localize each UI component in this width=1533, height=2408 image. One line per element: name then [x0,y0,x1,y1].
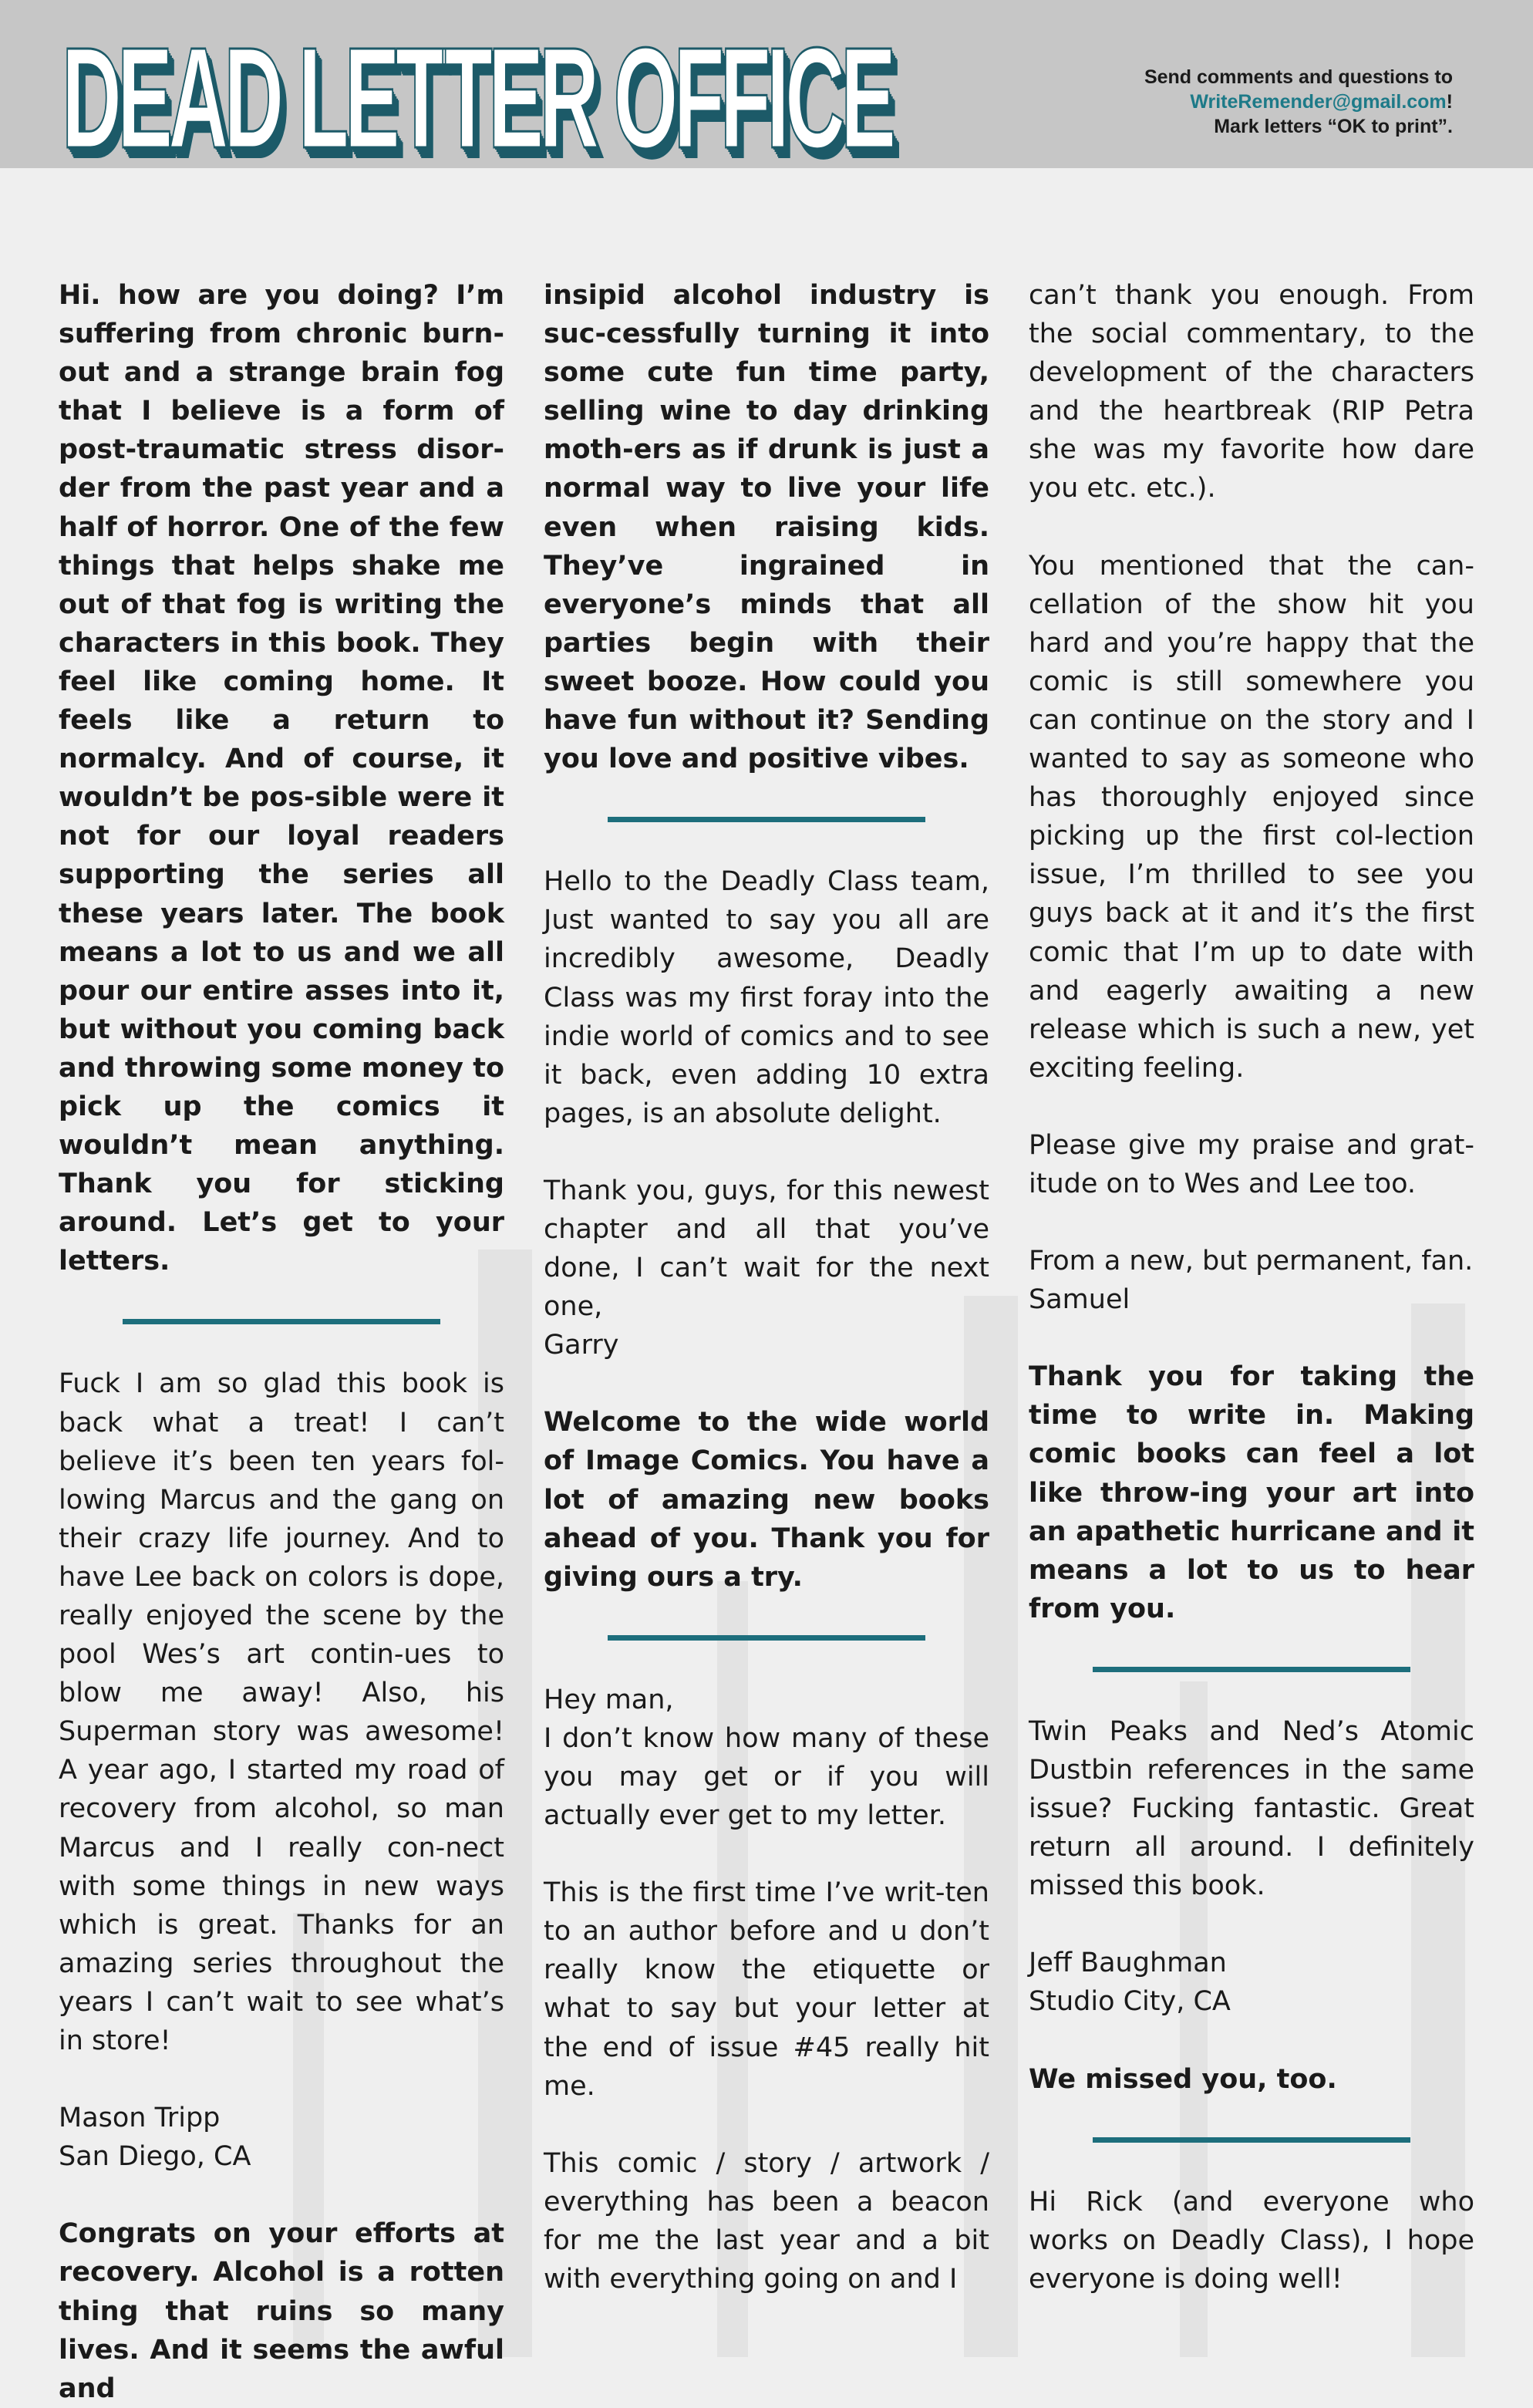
letter-greeting: Hey man, [544,1684,674,1715]
letter-body: Please give my praise and grat-itude on to Wes and Lee too. [1029,1129,1474,1199]
letter-signoff: From a new, but permanent, fan. [1029,1246,1474,1277]
letter-signature: Jeff Baughman [1029,1948,1227,1979]
editor-intro: Hi. how are you doing? I’m suffering from chronic burn-out and a strange brain fog that I believe is a form of post-traumatic stress disor-der from the past year and a half of horror. One of the few things that helps shake me out of that fog is writing the characters in this book. They feel like coming home. It feels like a return to normalcy. And of course, it wouldn’t be pos-sible were it not for our loyal readers supporting the series all these years later. The book means a lot to us and we all pour our entire asses into it, but without you coming back and throwing some money to pick up the comics it wouldn’t mean anything. Thank you for sticking around. Let’s get to your letters. [59,280,504,1277]
section-divider [1093,2137,1410,2143]
editor-reply: We missed you, too. [1029,2063,1337,2095]
contact-email-link[interactable]: WriteRemender@gmail.com [1190,91,1447,113]
contact-line: Mark letters “OK to print”. [1214,116,1453,137]
editor-reply: insipid alcohol industry is suc-cessfully turning it into some cute fun time party, selling wine to day drinking moth-ers as if drunk is just a normal way to live your life even when raising kids. They’ve ingrained in everyone’s minds that all parties begin with their sweet booze. How could you have fun without it? Sending you love and positive vibes. [544,280,989,775]
section-divider [123,1319,440,1324]
letters-column-1 [59,276,504,2408]
editor-reply: Thank you for taking the time to write in. Making comic books can feel a lot like throw-ing your art into an apathetic hurricane and it means a lot to us to hear from you. [1029,1361,1474,1624]
letter-body: This is the first time I’ve writ-ten to an author before and u don’t really know the etiquette or what to say but your letter at the end of issue #45 really hit me. [544,1877,989,2102]
letter-body: I don’t know how many of these you may get or if you will actually ever get to my letter. [544,1722,989,1832]
letter-signature: Mason Tripp [59,2103,221,2134]
section-divider [608,1635,925,1641]
letter-body: Thank you, guys, for this newest chapter and all that you’ve done, I can’t wait for the next one, [544,1175,989,1323]
letter-body: can’t thank you enough. From the social commentary, to the development of the characters and the heartbreak (RIP Petra she was my favorite how dare you etc. etc.). [1029,280,1474,504]
section-divider [1093,1667,1410,1672]
contact-info: Send comments and questions to WriteRemender@gmail.com! Mark letters “OK to print”. [1021,65,1453,139]
editor-reply: Congrats on your efforts at recovery. Alcohol is a rotten thing that ruins so many lives. And it seems the awful and [59,2218,504,2404]
contact-line: Send comments and questions to [1144,66,1453,88]
letter-body: You mentioned that the can-cellation of the show hit you hard and you’re happy that the comic is still somewhere you can continue on the story and I wanted to say as someone who has thoroughly enjoyed since picking up the first col-lection issue, I’m thrilled to see you guys back at it and it’s the first comic that I’m up to date with and eagerly awaiting a new release which is such a new, yet exciting feeling. [1029,550,1474,1084]
page-title: DEAD LETTER OFFICE [62,19,892,178]
letter-body: Twin Peaks and Ned’s Atomic Dustbin references in the same issue? Fucking fantastic. Great return all around. I definitely missed this book. [1029,1715,1474,1902]
letter-location: Studio City, CA [1029,1986,1231,2018]
editor-reply: Welcome to the wide world of Image Comics. You have a lot of amazing new books ahead of you. Thank you for giving ours a try. [544,1407,989,1593]
letter-signature: Garry [544,1330,619,1361]
letter-body: This comic / story / artwork / everything has been a beacon for me the last year and a bit with everything going on and I [544,2147,989,2295]
letter-body: Fuck I am so glad this book is back what a treat! I can’t believe it’s been ten years fol-lowing Marcus and the gang on their crazy life journey. And to have Lee back on colors is dope, really enjoyed the scene by the pool Wes’s art contin-ues to blow me away! Also, his Superman story was awesome! A year ago, I started my road of recovery from alcohol, so man Marcus and I really con-nect with some things in new ways which is great. Thanks for an amazing series throughout the years I can’t wait to see what’s in store! [59,1368,504,2057]
letter-location: San Diego, CA [59,2141,251,2173]
letters-column-2 [544,276,989,2298]
letters-column-3 [1029,276,1474,2298]
section-divider [608,817,925,822]
letter-body: Hi Rick (and everyone who works on Deadly Class), I hope everyone is doing well! [1029,2186,1474,2295]
letter-body: Hello to the Deadly Class team, Just wanted to say you all are incredibly awesome, Deadly Class was my first foray into the indie world of comics and to see it back, even adding 10 extra pages, is an absolute delight. [544,866,989,1129]
letter-signature: Samuel [1029,1284,1130,1316]
